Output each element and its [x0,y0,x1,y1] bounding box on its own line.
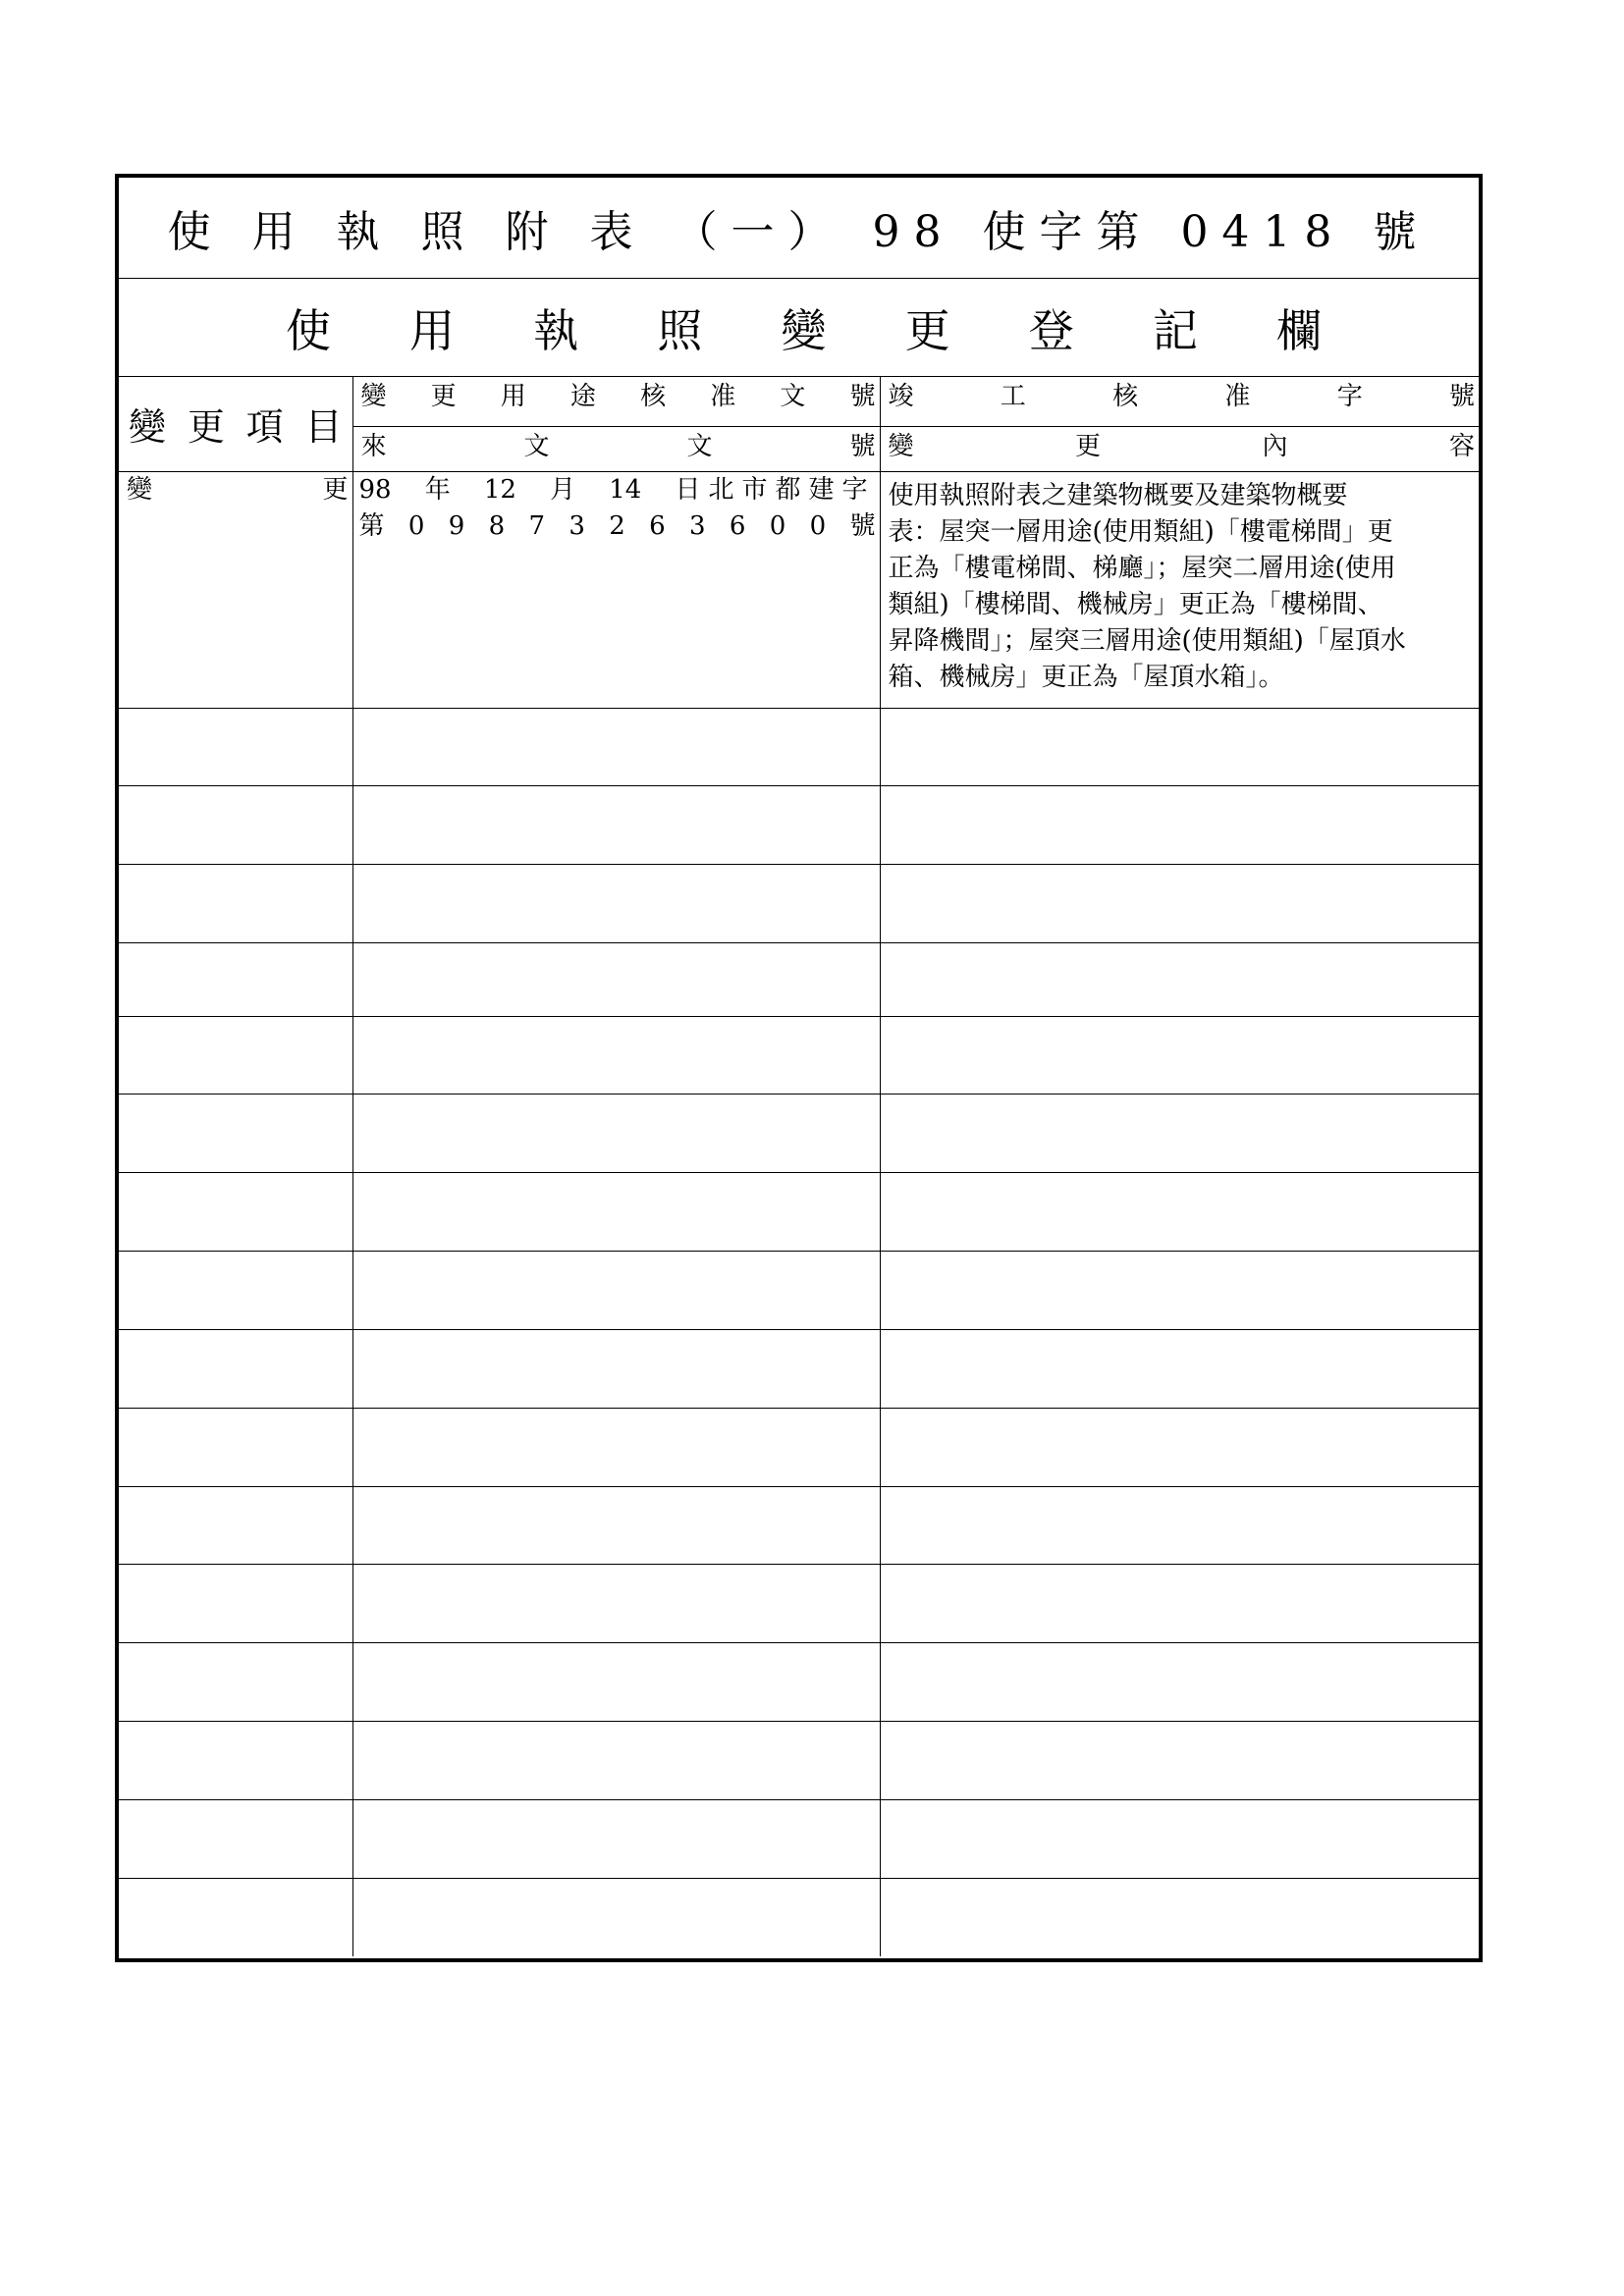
empty-cell [880,1878,1479,1956]
header-approval-doc [352,377,880,426]
empty-cell [352,1408,880,1486]
empty-cell [880,1486,1479,1564]
empty-cell [880,1172,1479,1251]
empty-cell [119,1564,352,1642]
empty-cell [352,1564,880,1642]
empty-cell [352,1251,880,1329]
empty-cell [119,1329,352,1408]
header-char: 變 [129,405,167,450]
empty-cell [352,1878,880,1956]
header-char: 工 [1000,382,1026,411]
approval-token: 日北市都建字 [675,474,876,505]
empty-cell [352,1329,880,1408]
empty-cell [352,785,880,864]
header-change-content [880,426,1479,471]
empty-cell [352,1721,880,1799]
header-char: 字 [1336,382,1363,411]
form-subtitle [119,279,1479,377]
approval-token: 月 [550,474,576,505]
doc-token: 6 [729,510,746,541]
header-char: 准 [710,382,736,411]
empty-cell [880,708,1479,785]
empty-cell [352,1486,880,1564]
doc-token: 號 [849,510,876,541]
change-registry-table [119,377,1479,1956]
entry-change-item [119,471,352,708]
empty-row [119,708,1479,785]
empty-row [119,1878,1479,1956]
doc-token: 6 [649,510,666,541]
approval-token: 年 [424,474,451,505]
entry-change-content [880,471,1479,708]
header-char: 用 [500,382,526,411]
doc-token: 0 [809,510,827,541]
subtitle-char: 記 [1152,303,1198,357]
table-row [119,471,1479,708]
empty-row [119,1329,1479,1408]
header-char: 更 [187,405,225,450]
empty-cell [880,1329,1479,1408]
approval-token: 14 [609,474,642,505]
header-char: 變 [888,431,914,461]
empty-row [119,1172,1479,1251]
empty-cell [352,1799,880,1878]
empty-row [119,1564,1479,1642]
empty-row [119,1642,1479,1721]
header-char: 途 [569,382,596,411]
header-char: 號 [1448,382,1475,411]
header-char: 更 [430,382,457,411]
subtitle-char: 執 [533,303,579,357]
empty-cell [119,1251,352,1329]
header-char: 文 [523,431,550,461]
header-char: 號 [849,382,876,411]
header-completion-approval [880,377,1479,426]
use-permit-form [115,174,1483,1962]
header-char: 更 [1074,431,1101,461]
subtitle-char: 使 [286,303,331,357]
empty-cell [880,864,1479,942]
header-char: 內 [1262,431,1288,461]
header-row [119,377,1479,426]
doc-token: 0 [769,510,786,541]
header-char: 文 [686,431,713,461]
empty-row [119,785,1479,864]
empty-cell [119,1172,352,1251]
empty-row [119,1486,1479,1564]
content-line: 正為「樓電梯間、梯廳」；屋突二層用途(使用 [888,553,1396,583]
empty-cell [880,785,1479,864]
approval-line [353,472,880,508]
doc-token: 0 [407,510,425,541]
empty-cell [880,1408,1479,1486]
empty-cell [352,1172,880,1251]
subtitle-char: 欄 [1276,303,1322,357]
header-change-item [119,377,352,471]
empty-cell [119,1799,352,1878]
empty-cell [880,942,1479,1016]
header-char: 核 [1112,382,1139,411]
empty-row [119,1721,1479,1799]
empty-cell [119,1094,352,1172]
header-char: 文 [780,382,806,411]
content-line: 昇降機間」；屋突三層用途(使用類組)「屋頂水 [888,625,1406,656]
header-char: 號 [849,431,876,461]
doc-token: 2 [609,510,625,541]
empty-row [119,1799,1479,1878]
empty-cell [880,1094,1479,1172]
empty-cell [119,785,352,864]
subtitle-char: 登 [1028,303,1074,357]
form-title: 使 用 執 照 附 表 （一） 98 使字第 0418 號 [119,178,1479,279]
doc-token: 3 [568,510,585,541]
content-line: 使用執照附表之建築物概要及建築物概要 [888,480,1348,510]
approval-token: 12 [483,474,516,505]
empty-cell [880,1721,1479,1799]
doc-token: 9 [448,510,465,541]
subtitle-char: 用 [409,303,456,357]
header-char: 目 [304,405,343,450]
header-char: 變 [360,382,387,411]
header-char: 項 [245,405,284,450]
empty-row [119,1408,1479,1486]
header-incoming-doc [352,426,880,471]
empty-cell [352,1016,880,1094]
subtitle-char: 變 [781,303,827,357]
empty-cell [352,1094,880,1172]
entry-char: 更 [322,474,349,505]
header-char: 竣 [888,382,914,411]
empty-cell [119,942,352,1016]
header-char: 准 [1224,382,1251,411]
doc-token: 3 [688,510,706,541]
subtitle-char: 更 [904,303,950,357]
empty-cell [119,708,352,785]
empty-row [119,942,1479,1016]
empty-cell [352,864,880,942]
empty-cell [119,864,352,942]
entry-approval-doc [352,471,880,708]
empty-cell [352,1642,880,1721]
empty-cell [119,1721,352,1799]
header-char: 來 [360,431,387,461]
doc-token: 第 [358,510,385,541]
empty-row [119,864,1479,942]
content-line: 箱、機械房」更正為「屋頂水箱」。 [888,662,1284,692]
empty-cell [119,1016,352,1094]
approval-token: 98 [358,474,392,505]
empty-cell [352,708,880,785]
empty-cell [119,1408,352,1486]
content-line: 類組)「樓梯間、機械房」更正為「樓梯間、 [888,589,1383,619]
empty-row [119,1251,1479,1329]
empty-cell [880,1642,1479,1721]
subtitle-char: 照 [657,303,703,357]
empty-row [119,1094,1479,1172]
doc-token: 8 [488,510,506,541]
header-char: 核 [640,382,667,411]
empty-cell [352,942,880,1016]
header-char: 容 [1448,431,1475,461]
empty-cell [880,1251,1479,1329]
empty-cell [119,1642,352,1721]
doc-number-line [353,508,880,545]
entry-char: 變 [127,474,153,505]
empty-cell [880,1799,1479,1878]
empty-cell [119,1486,352,1564]
content-line: 表：屋突一層用途(使用類組)「樓電梯間」更 [888,516,1393,547]
empty-row [119,1016,1479,1094]
doc-token: 7 [528,510,546,541]
empty-cell [119,1878,352,1956]
empty-cell [880,1016,1479,1094]
empty-cell [880,1564,1479,1642]
